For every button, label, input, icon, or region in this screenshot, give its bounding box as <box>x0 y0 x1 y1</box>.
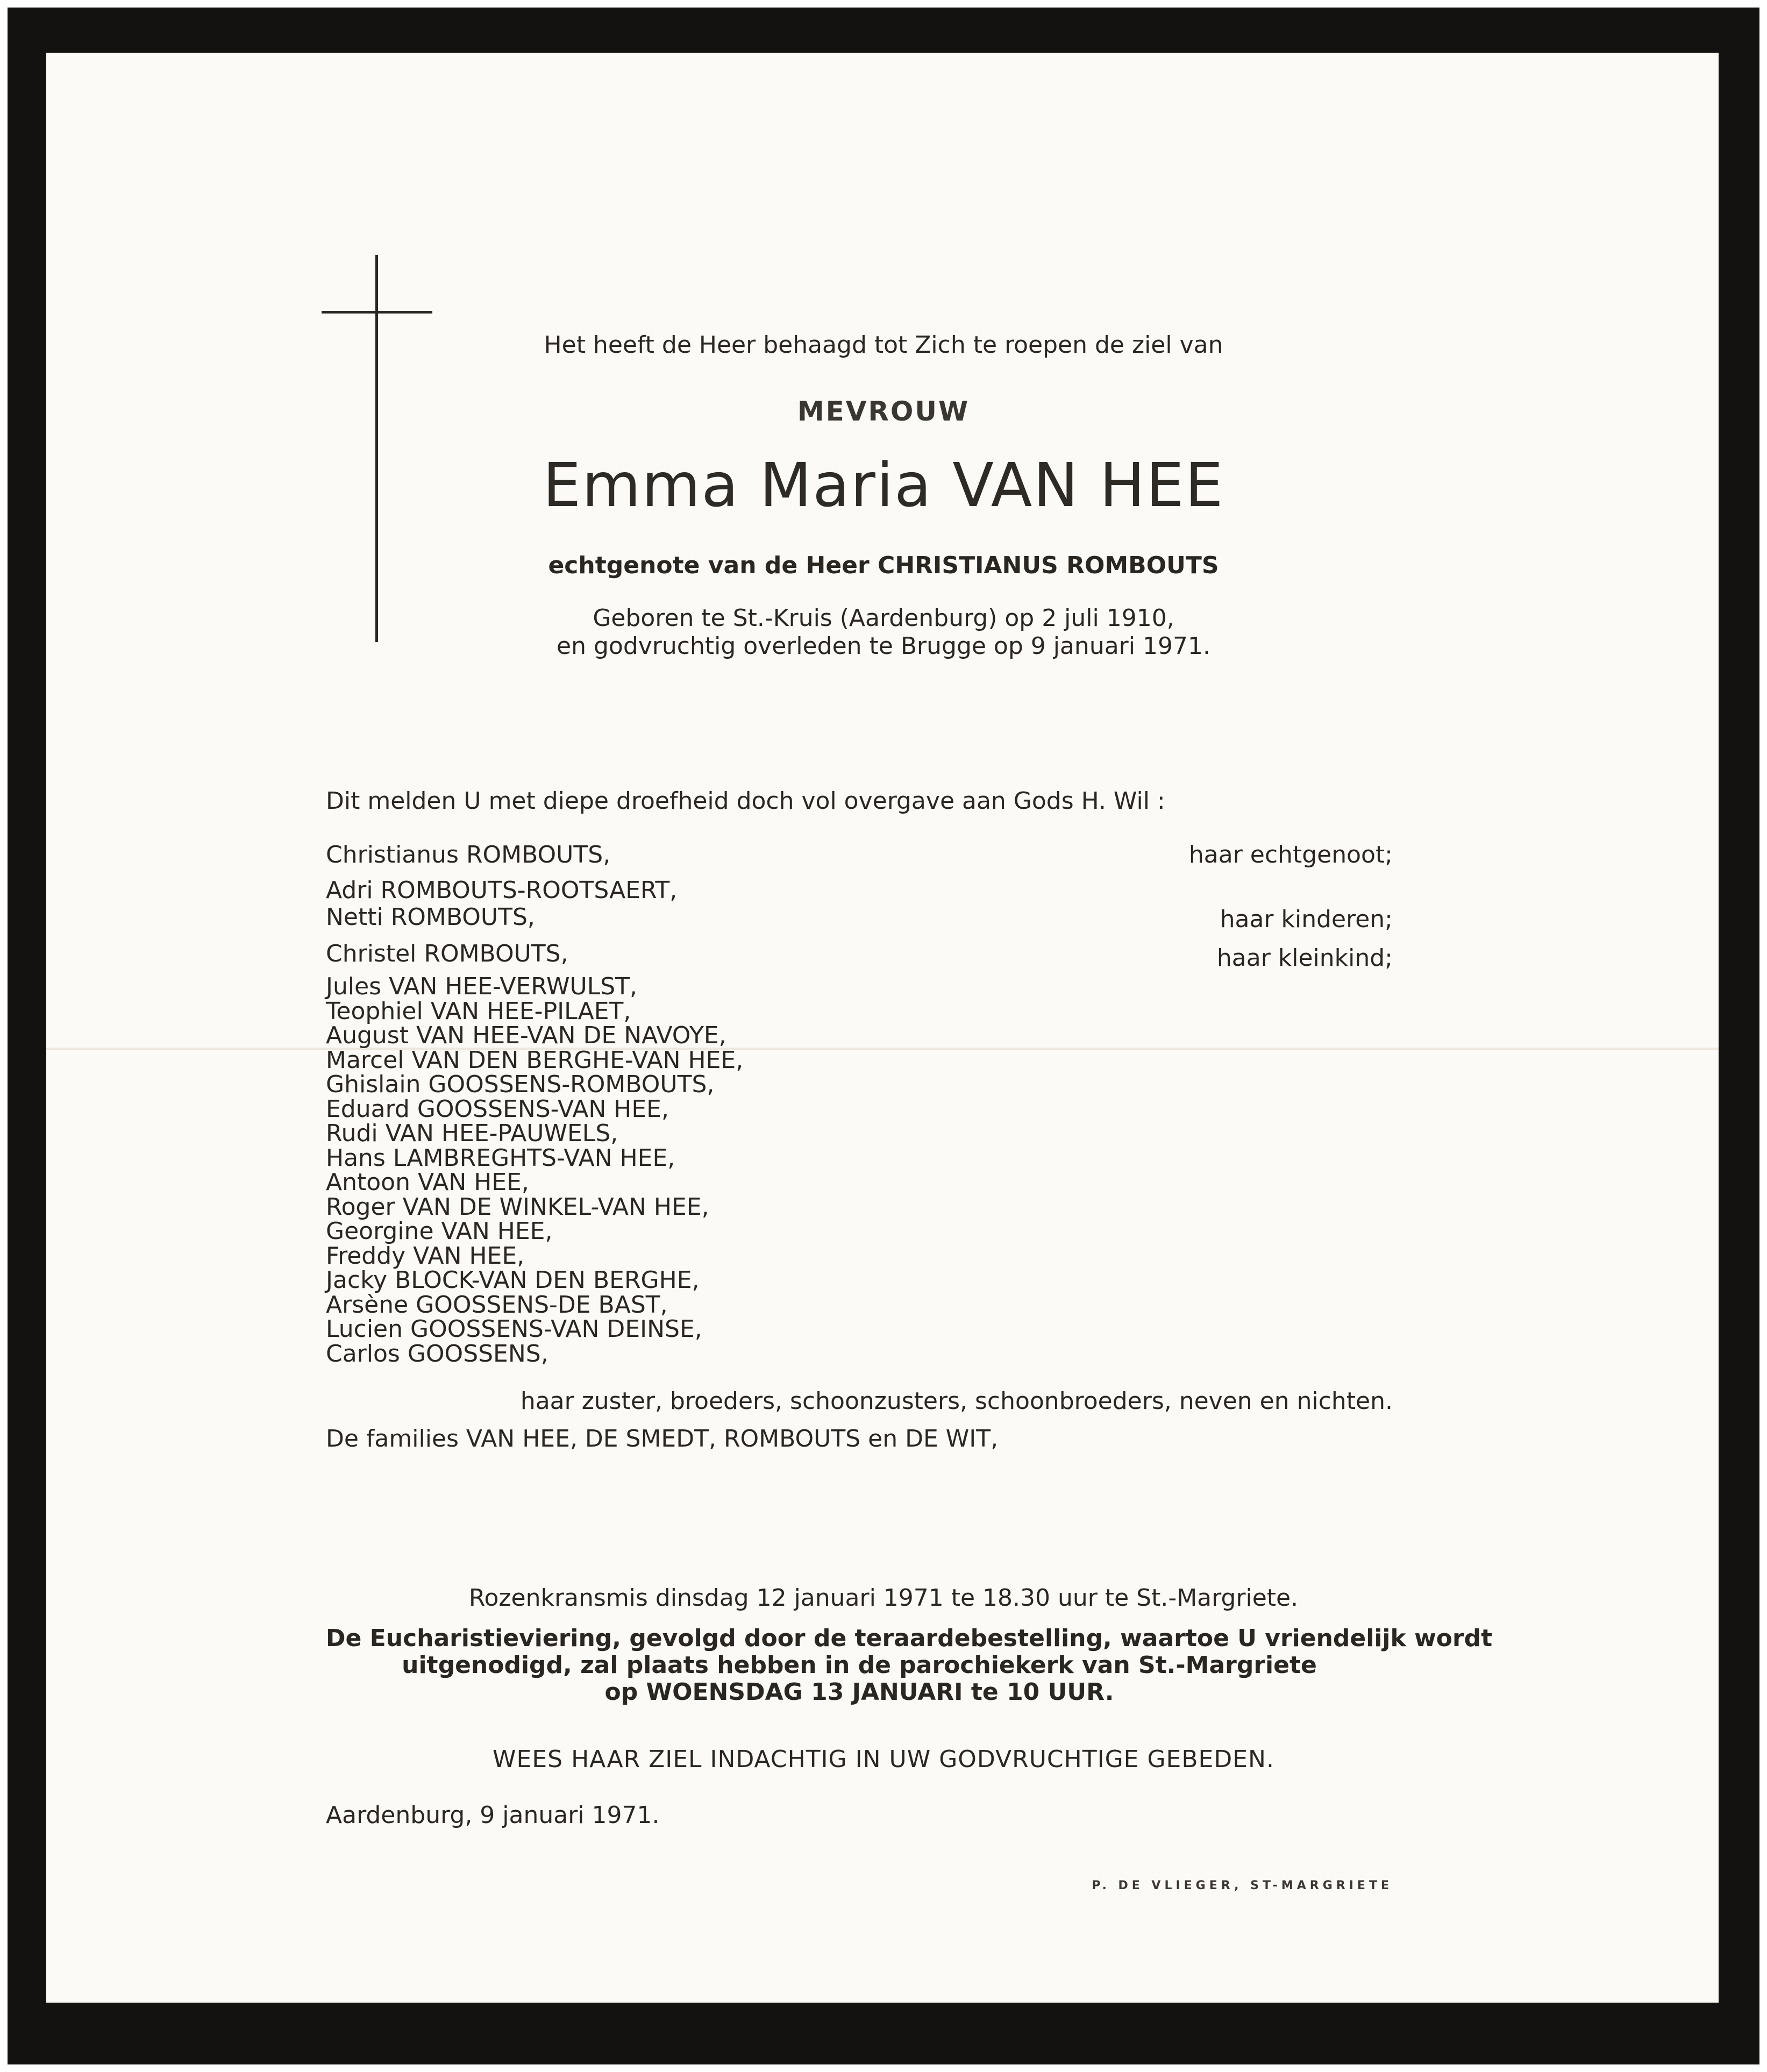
intro-text: Het heeft de Heer behaagd tot Zich te roepen de ziel van <box>544 331 1223 359</box>
rosary-line: Rozenkransmis dinsdag 12 januari 1971 te 18.30 uur te St.-Margriete. <box>468 1584 1299 1612</box>
mass-line: op WOENSDAG 13 JANUARI te 10 UUR. <box>604 1678 1114 1706</box>
child-name-2: Netti ROMBOUTS, <box>326 903 535 931</box>
printer-credit: P. DE VLIEGER, ST-MARGRIETE <box>1092 1879 1393 1892</box>
list-item: August VAN HEE-VAN DE NAVOYE, <box>326 1022 726 1049</box>
spouse-line: echtgenote van de Heer CHRISTIANUS ROMBOUTS <box>548 552 1219 579</box>
list-item: Lucien GOOSSENS-VAN DEINSE, <box>326 1315 702 1343</box>
siblings-list <box>326 974 743 1366</box>
mass-line: De Eucharistieviering, gevolgd door de teraardebestelling, waartoe U vriendelijk wordt <box>326 1625 1493 1652</box>
born-line: Geboren te St.-Kruis (Aardenburg) op 2 juli 1910, <box>593 604 1174 632</box>
husband-name: Christianus ROMBOUTS, <box>326 841 611 868</box>
list-item: Freddy VAN HEE, <box>326 1242 525 1270</box>
grandchild-relation: haar kleinkind; <box>1216 944 1393 972</box>
husband-relation: haar echtgenoot; <box>1188 841 1393 868</box>
list-item: Hans LAMBREGHTS-VAN HEE, <box>326 1144 675 1172</box>
list-item: Marcel VAN DEN BERGHE-VAN HEE, <box>326 1046 744 1074</box>
cross-icon-bar <box>322 311 432 314</box>
families-line: De families VAN HEE, DE SMEDT, ROMBOUTS en DE WIT, <box>326 1425 999 1452</box>
list-item: Antoon VAN HEE, <box>326 1169 529 1196</box>
list-item: Jules VAN HEE-VERWULST, <box>326 973 638 1000</box>
list-item: Eduard GOOSSENS-VAN HEE, <box>326 1095 669 1123</box>
list-item: Roger VAN DE WINKEL-VAN HEE, <box>326 1193 709 1221</box>
mass-announcement <box>326 1625 1493 1706</box>
child-name-1: Adri ROMBOUTS-ROOTSAERT, <box>326 877 678 904</box>
siblings-relation: haar zuster, broeders, schoonzusters, schoonbroeders, neven en nichten. <box>520 1387 1393 1415</box>
list-item: Teophiel VAN HEE-PILAET, <box>326 997 631 1025</box>
children-relation: haar kinderen; <box>1220 906 1393 933</box>
list-item: Ghislain GOOSSENS-ROMBOUTS, <box>326 1071 715 1098</box>
deceased-name: Emma Maria VAN HEE <box>543 451 1224 521</box>
list-item: Carlos GOOSSENS, <box>326 1340 548 1368</box>
place-date: Aardenburg, 9 januari 1971. <box>326 1802 660 1829</box>
notice-text: Dit melden U met diepe droefheid doch vol overgave aan Gods H. Wil : <box>326 787 1165 815</box>
list-item: Rudi VAN HEE-PAUWELS, <box>326 1120 618 1147</box>
fold-crease <box>46 1048 1719 1050</box>
list-item: Georgine VAN HEE, <box>326 1217 553 1245</box>
mass-line: uitgenodigd, zal plaats hebben in de parochiekerk van St.-Margriete <box>402 1651 1317 1679</box>
title-word: MEVROUW <box>797 396 970 427</box>
died-line: en godvruchtig overleden te Brugge op 9 januari 1971. <box>557 632 1210 660</box>
grandchild-name: Christel ROMBOUTS, <box>326 940 568 967</box>
list-item: Arsène GOOSSENS-DE BAST, <box>326 1291 668 1319</box>
list-item: Jacky BLOCK-VAN DEN BERGHE, <box>326 1266 700 1294</box>
prayer-line: WEES HAAR ZIEL INDACHTIG IN UW GODVRUCHTIGE GEBEDEN. <box>493 1746 1274 1773</box>
